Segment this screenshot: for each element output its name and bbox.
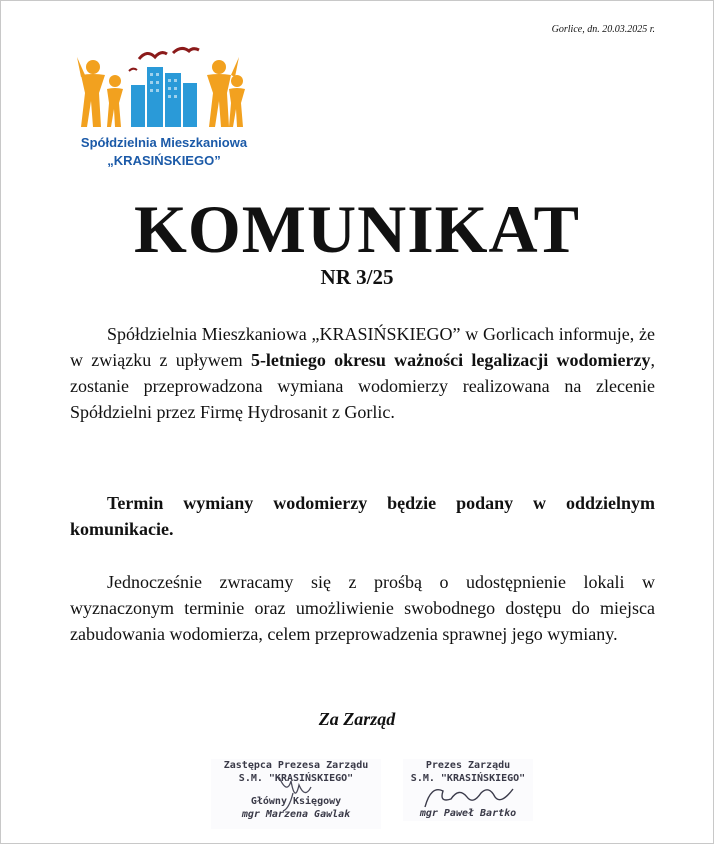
document-title: KOMUNIKAT [134, 191, 580, 267]
stamp-deputy-president [211, 759, 381, 829]
logo-bird [139, 53, 167, 59]
signature-heading: Za Zarząd [318, 709, 396, 729]
stamp-line: Zastępca Prezesa Zarządu [223, 760, 369, 771]
document-date: Gorlice, dn. 20.03.2025 r. [551, 24, 655, 35]
stamp-line: S.M. "KRASIŃSKIEGO" [238, 773, 354, 784]
paragraph-announcement [70, 321, 655, 425]
handwritten-signature-right [421, 779, 521, 813]
stamp-line: Prezes Zarządu [425, 760, 511, 771]
handwritten-signature-left [273, 773, 323, 813]
logo-name-line1: Spółdzielnia Mieszkaniowa [80, 135, 248, 150]
paragraph-request: Jednocześnie zwracamy się z prośbą o udostępnienie lokali w wyznaczonym terminie oraz umożliwienie swobodnego dostępu do miejsca zabudowania wodomierza, celem przeprowadzenia sprawnej jego wymiany. [70, 572, 655, 644]
logo-name-line2: „KRASIŃSKIEGO” [107, 153, 221, 168]
logo-bird [173, 48, 199, 53]
stamp-line: S.M. "KRASIŃSKIEGO" [410, 773, 526, 784]
paragraph-schedule [70, 490, 655, 542]
paragraph-bold-text: 5-letniego okresu ważności legalizacji wodomierzy [250, 350, 651, 370]
logo-bird [129, 69, 137, 71]
stamp-line: mgr Marzena Gawlak [241, 809, 351, 820]
stamp-line: Główny Księgowy [250, 796, 342, 807]
stamp-president [403, 759, 533, 821]
cooperative-logo [69, 45, 259, 171]
paragraph-text: , zostanie przeprowadzona wymiana wodomierzy realizowana na zlecenie Spółdzielni przez Firmę Hydrosanit z Gorlic. [70, 350, 656, 422]
stamp-line: mgr Paweł Bartko [419, 808, 517, 819]
logo-graphic [69, 45, 259, 135]
paragraph-bold-text: Termin wymiany wodomierzy będzie podany w oddzielnym komunikacie. [70, 493, 655, 539]
document-number: NR 3/25 [320, 265, 394, 289]
paragraph-text: Spółdzielnia Mieszkaniowa „KRASIŃSKIEGO” w Gorlicach informuje, że w związku z upływem [70, 324, 655, 370]
logo-buildings [131, 67, 197, 127]
